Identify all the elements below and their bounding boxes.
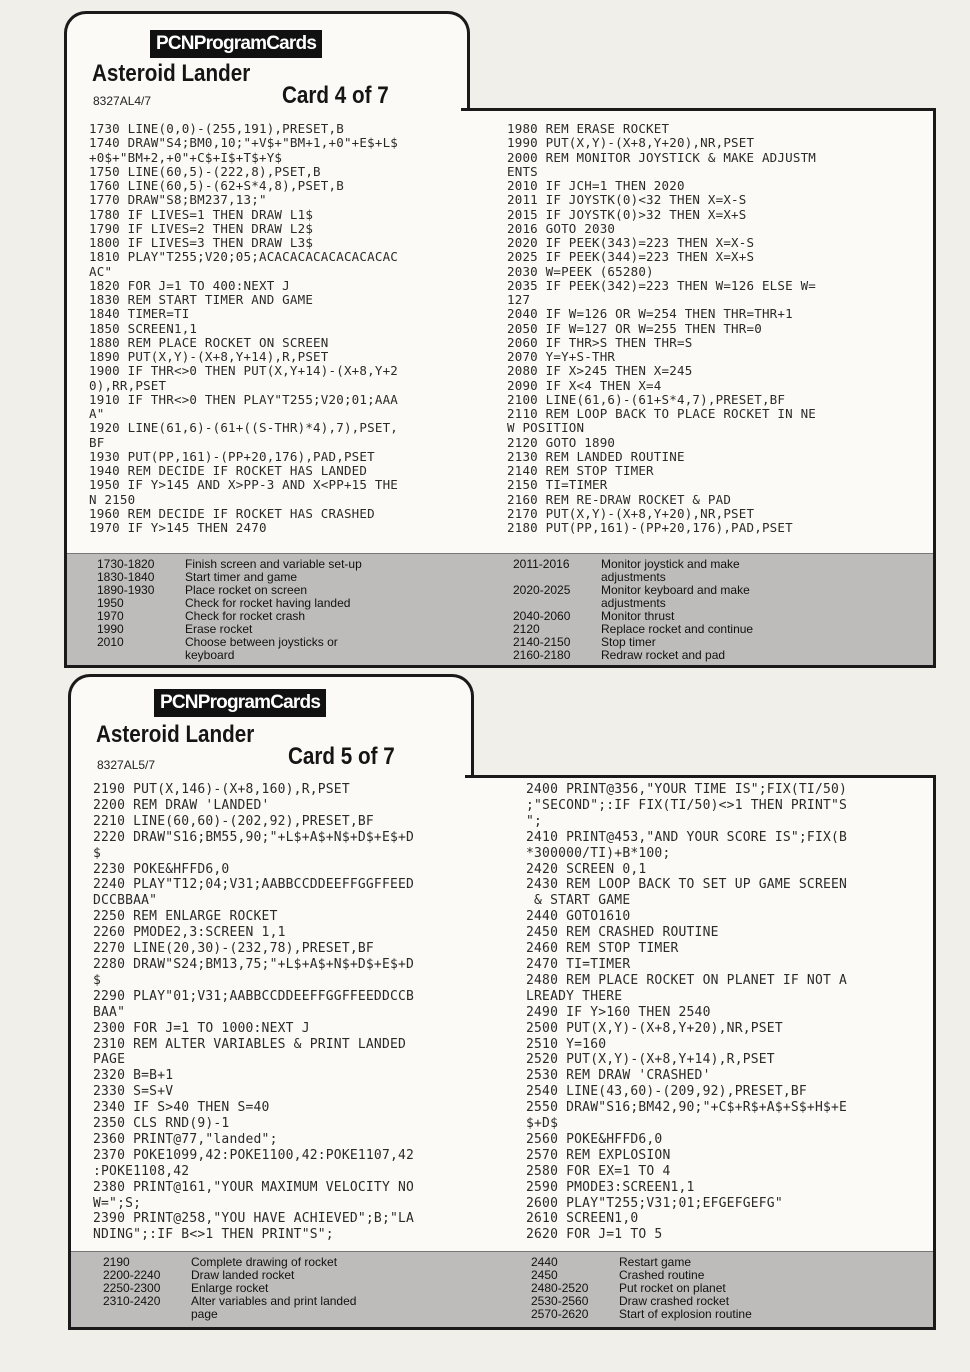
legend-description: Complete drawing of rocket (191, 1255, 338, 1269)
code-line: 2170 PUT(X,Y)-(X+8,Y+20),NR,PSET (507, 505, 755, 521)
code-line: 2510 Y=160 (526, 1036, 607, 1052)
code-line: 2016 GOTO 2030 (507, 220, 616, 236)
code-line: 2430 REM LOOP BACK TO SET UP GAME SCREEN (526, 877, 848, 893)
code-line: 2140 REM STOP TIMER (507, 463, 654, 478)
legend-description: Monitor keyboard and make (601, 583, 750, 597)
code-line: 2400 PRINT@356,"YOUR TIME IS";FIX(TI/50) (526, 782, 848, 797)
legend-description: Draw crashed rocket (619, 1294, 730, 1308)
code-line: 1840 TIMER=TI (89, 306, 190, 322)
code-line: 1800 IF LIVES=3 THEN DRAW L3$ (89, 235, 314, 250)
code-line: 2220 DRAW"S16;BM55,90;"+L$+A$+N$+D$+E$+D (93, 829, 415, 845)
legend-row (97, 649, 362, 662)
legend-row (103, 1295, 356, 1308)
code-line: 2550 DRAW"S16;BM42,90;"+C$+R$+A$+S$+H$+E (526, 1100, 848, 1116)
code-line: LREADY THERE (526, 988, 623, 1004)
card-4-code-right (507, 122, 816, 535)
legend-line-range: 2160-2180 (513, 648, 571, 662)
code-line: 2410 PRINT@453,"AND YOUR SCORE IS";FIX(B (526, 829, 848, 845)
code-line: 1880 REM PLACE ROCKET ON SCREEN (89, 334, 329, 350)
code-line: 2180 PUT(PP,161)-(PP+20,176),PAD,PSET (507, 520, 793, 535)
code-line: 2150 TI=TIMER (507, 477, 608, 493)
code-line: 2450 REM CRASHED ROUTINE (526, 925, 719, 941)
code-line: 1730 LINE(0,0)-(255,191),PRESET,B (89, 121, 344, 136)
code-line: 2120 GOTO 1890 (507, 434, 616, 450)
code-line: 2080 IF X>245 THEN X=245 (507, 363, 693, 379)
code-line: 1780 IF LIVES=1 THEN DRAW L1$ (89, 206, 314, 222)
legend-line-range: 1970 (97, 609, 124, 623)
code-line: N 2150 (89, 491, 136, 507)
card-5-code-right (526, 782, 847, 1243)
legend-line-range: 1950 (97, 596, 124, 610)
legend-description: Enlarge rocket (191, 1281, 269, 1295)
card-4-program-title: Asteroid Lander (92, 60, 251, 87)
code-line: 2310 REM ALTER VARIABLES & PRINT LANDED (93, 1036, 407, 1052)
legend-line-range: 2450 (531, 1268, 558, 1282)
code-line: 2540 LINE(43,60)-(209,92),PRESET,BF (526, 1084, 807, 1100)
code-line: 2020 IF PEEK(343)=223 THEN X=X-S (507, 235, 755, 250)
code-line: 0),RR,PSET (89, 377, 167, 393)
legend-row (531, 1308, 752, 1321)
legend-description: Crashed routine (619, 1268, 705, 1282)
code-line: 1940 REM DECIDE IF ROCKET HAS LANDED (89, 463, 368, 478)
code-line: 2560 POKE&HFFD6,0 (526, 1131, 663, 1147)
code-line: 2230 POKE&HFFD6,0 (93, 861, 230, 877)
code-line: 2100 LINE(61,6)-(61+S*4,7),PRESET,BF (507, 391, 786, 407)
code-line: 2015 IF JOYSTK(0)>32 THEN X=X+S (507, 206, 747, 222)
legend-description: Stop timer (601, 635, 656, 649)
legend-row (103, 1308, 356, 1321)
code-line: 2580 FOR EX=1 TO 4 (526, 1163, 671, 1179)
code-line: 2620 FOR J=1 TO 5 (526, 1227, 663, 1243)
legend-description: Put rocket on planet (619, 1281, 726, 1295)
code-line: 2060 IF THR>S THEN THR=S (507, 334, 693, 350)
legend-line-range: 1990 (97, 622, 124, 636)
code-line: 1750 LINE(60,5)-(222,8),PSET,B (89, 163, 321, 179)
code-line: ;"SECOND";:IF FIX(TI/50)<>1 THEN PRINT"S (526, 797, 848, 813)
legend-description: keyboard (185, 648, 235, 662)
legend-line-range: 2140-2150 (513, 635, 571, 649)
code-line: 2260 PMODE2,3:SCREEN 1,1 (93, 925, 286, 941)
card-5-brand-logo: PCNProgramCards (154, 689, 326, 717)
legend-line-range: 2530-2560 (531, 1294, 589, 1308)
code-line: 2025 IF PEEK(344)=223 THEN X=X+S (507, 249, 755, 265)
legend-description: Redraw rocket and pad (601, 648, 726, 662)
code-line: 2600 PLAY"T255;V31;01;EFGEFGEFG" (526, 1195, 783, 1211)
code-line: 2380 PRINT@161,"YOUR MAXIMUM VELOCITY NO (93, 1179, 415, 1195)
code-line: 2280 DRAW"S24;BM13,75;"+L$+A$+N$+D$+E$+D (93, 956, 415, 972)
legend-description: adjustments (601, 596, 666, 610)
code-line: 1760 LINE(60,5)-(62+S*4,8),PSET,B (89, 178, 344, 193)
code-line: 2370 POKE1099,42:POKE1100,42:POKE1107,42 (93, 1147, 415, 1163)
code-line: ENTS (507, 163, 538, 179)
code-line: 1920 LINE(61,6)-(61+((S-THR)*4),7),PSET, (89, 420, 399, 436)
code-line: 1960 REM DECIDE IF ROCKET HAS CRASHED (89, 505, 375, 521)
code-line: A" (89, 406, 105, 421)
legend-description: Finish screen and variable set-up (185, 557, 362, 571)
card-4-legend-left (97, 558, 362, 662)
code-line: 1890 PUT(X,Y)-(X+8,Y+14),R,PSET (89, 349, 329, 364)
code-line: 2500 PUT(X,Y)-(X+8,Y+20),NR,PSET (526, 1020, 783, 1036)
code-line: 2340 IF S>40 THEN S=40 (93, 1100, 270, 1116)
code-line: 2110 REM LOOP BACK TO PLACE ROCKET IN NE (507, 406, 817, 421)
card-5-legend-right (531, 1256, 752, 1321)
legend-line-range (103, 1308, 191, 1321)
card-4-brand-logo: PCNProgramCards (150, 30, 322, 58)
legend-description: Erase rocket (185, 622, 253, 636)
legend-line-range: 2440 (531, 1255, 558, 1269)
legend-row (513, 649, 753, 662)
code-line: 2570 REM EXPLOSION (526, 1147, 671, 1163)
code-line: DCCBBAA" (93, 893, 158, 909)
code-line: 2011 IF JOYSTK(0)<32 THEN X=X-S (507, 192, 747, 208)
card-5-number: Card 5 of 7 (288, 743, 395, 770)
card-4-legend-right (513, 558, 753, 662)
legend-description: Monitor joystick and make (601, 557, 740, 571)
card-4-code-left (89, 122, 398, 535)
card-5-body (68, 775, 936, 1330)
code-line: :POKE1108,42 (93, 1163, 190, 1179)
code-line: 2520 PUT(X,Y)-(X+8,Y+14),R,PSET (526, 1052, 775, 1068)
code-line: 2200 REM DRAW 'LANDED' (93, 797, 270, 813)
legend-description: page (191, 1307, 218, 1321)
legend-description: Check for rocket having landed (185, 596, 351, 610)
code-line: 2360 PRINT@77,"landed"; (93, 1131, 278, 1147)
code-line: BAA" (93, 1004, 126, 1020)
legend-line-range: 1890-1930 (97, 583, 155, 597)
code-line: 2010 IF JCH=1 THEN 2020 (507, 178, 685, 193)
code-line: 2350 CLS RND(9)-1 (93, 1116, 230, 1132)
code-line: 1830 REM START TIMER AND GAME (89, 292, 314, 307)
code-line: 2190 PUT(X,146)-(X+8,160),R,PSET (93, 782, 350, 797)
code-line: 1770 DRAW"S8;BM237,13;" (89, 192, 267, 208)
code-line: 2210 LINE(60,60)-(202,92),PRESET,BF (93, 813, 374, 829)
code-line: W POSITION (507, 420, 585, 436)
code-line: 2330 S=S+V (93, 1084, 174, 1100)
code-line: "; (526, 813, 543, 829)
code-line: 2480 REM PLACE ROCKET ON PLANET IF NOT A (526, 972, 848, 988)
code-line: 2030 W=PEEK (65280) (507, 263, 654, 279)
card-5-code-id: 8327AL5/7 (97, 758, 156, 772)
legend-description: Choose between joysticks or (185, 635, 338, 649)
code-line: 1990 PUT(X,Y)-(X+8,Y+20),NR,PSET (507, 135, 755, 151)
code-line: 1810 PLAY"T255;V20;05;ACACACACACACACACAC (89, 249, 399, 265)
legend-description: Restart game (619, 1255, 692, 1269)
code-line: 2530 REM DRAW 'CRASHED' (526, 1068, 711, 1084)
card-5-legend-left (103, 1256, 356, 1321)
code-line: 1930 PUT(PP,161)-(PP+20,176),PAD,PSET (89, 448, 375, 464)
code-line: AC" (89, 263, 113, 279)
code-line: $+D$ (526, 1116, 559, 1132)
code-line: *300000/TI)+B*100; (526, 845, 671, 861)
code-line: 2590 PMODE3:SCREEN1,1 (526, 1179, 695, 1195)
card-5-code-left (93, 782, 414, 1243)
card-4-body (64, 108, 936, 668)
legend-description: Check for rocket crash (185, 609, 306, 623)
code-line: 1850 SCREEN1,1 (89, 320, 198, 336)
code-line: $ (93, 972, 102, 988)
code-line: 2270 LINE(20,30)-(232,78),PRESET,BF (93, 941, 374, 957)
code-line: 2250 REM ENLARGE ROCKET (93, 909, 278, 925)
legend-line-range: 2120 (513, 622, 540, 636)
legend-description: Replace rocket and continue (601, 622, 754, 636)
code-line: 2290 PLAY"01;V31;AABBCCDDEEFFGGFFEEDDCCB (93, 988, 415, 1004)
code-line: 2090 IF X<4 THEN X=4 (507, 377, 662, 393)
card-5-legend (71, 1251, 933, 1327)
code-line: BF (89, 434, 105, 450)
legend-line-range: 2200-2240 (103, 1268, 161, 1282)
code-line: 1740 DRAW"S4;BM0,10;"+V$+"BM+1,+0"+E$+L$ (89, 135, 399, 151)
legend-line-range: 1830-1840 (97, 570, 155, 584)
card-4-number: Card 4 of 7 (282, 82, 389, 109)
legend-description: Start of explosion routine (619, 1307, 752, 1321)
code-line: 2320 B=B+1 (93, 1068, 174, 1084)
legend-description: Monitor thrust (601, 609, 675, 623)
legend-line-range (97, 649, 185, 662)
legend-line-range: 2040-2060 (513, 609, 571, 623)
code-line: 2390 PRINT@258,"YOU HAVE ACHIEVED";B;"LA (93, 1211, 415, 1227)
code-line: $ (93, 845, 102, 861)
legend-line-range: 2010 (97, 635, 124, 649)
code-line: +0$+"BM+2,+0"+C$+I$+T$+Y$ (89, 149, 283, 165)
code-line: 2490 IF Y>160 THEN 2540 (526, 1004, 711, 1020)
code-line: 2470 TI=TIMER (526, 956, 631, 972)
legend-description: Start timer and game (185, 570, 298, 584)
legend-line-range: 2020-2025 (513, 583, 571, 597)
code-line: NDING";:IF B<>1 THEN PRINT"S"; (93, 1227, 334, 1243)
legend-line-range: 2480-2520 (531, 1281, 589, 1295)
code-line: 2000 REM MONITOR JOYSTICK & MAKE ADJUSTM (507, 149, 817, 165)
code-line: 1820 FOR J=1 TO 400:NEXT J (89, 277, 290, 293)
legend-line-range: 2570-2620 (531, 1307, 589, 1321)
card-5-program-title: Asteroid Lander (96, 721, 255, 748)
code-line: 2240 PLAY"T12;04;V31;AABBCCDDEEFFGGFFEED (93, 877, 415, 893)
legend-description: Draw landed rocket (191, 1268, 295, 1282)
code-line: & START GAME (526, 893, 631, 909)
legend-description: adjustments (601, 570, 666, 584)
code-line: 2610 SCREEN1,0 (526, 1211, 639, 1227)
card-4-legend (67, 553, 933, 665)
legend-description: Alter variables and print landed (191, 1294, 357, 1308)
code-line: 2160 REM RE-DRAW ROCKET & PAD (507, 491, 732, 507)
code-line: 1900 IF THR<>0 THEN PUT(X,Y+14)-(X+8,Y+2 (89, 363, 399, 379)
code-line: 2130 REM LANDED ROUTINE (507, 448, 685, 464)
legend-line-range: 2011-2016 (513, 557, 570, 571)
code-line: 2050 IF W=127 OR W=255 THEN THR=0 (507, 320, 762, 336)
code-line: 2040 IF W=126 OR W=254 THEN THR=THR+1 (507, 306, 793, 322)
code-line: 2035 IF PEEK(342)=223 THEN W=126 ELSE W= (507, 277, 817, 293)
code-line: 1910 IF THR<>0 THEN PLAY"T255;V20;01;AAA (89, 391, 399, 407)
code-line: 2460 REM STOP TIMER (526, 941, 679, 957)
code-line: PAGE (93, 1052, 126, 1068)
code-line: 1970 IF Y>145 THEN 2470 (89, 520, 267, 535)
legend-description: Place rocket on screen (185, 583, 308, 597)
legend-line-range: 2190 (103, 1255, 130, 1269)
code-line: 1790 IF LIVES=2 THEN DRAW L2$ (89, 220, 314, 236)
code-line: 2440 GOTO1610 (526, 909, 631, 925)
code-line: 127 (507, 292, 531, 307)
code-line: 2300 FOR J=1 TO 1000:NEXT J (93, 1020, 310, 1036)
card-4-code-id: 8327AL4/7 (93, 94, 152, 108)
code-line: 1980 REM ERASE ROCKET (507, 121, 670, 136)
code-line: 1950 IF Y>145 AND X>PP-3 AND X<PP+15 THE (89, 477, 399, 493)
code-line: 2070 Y=Y+S-THR (507, 349, 616, 364)
legend-line-range: 2250-2300 (103, 1281, 161, 1295)
code-line: 2420 SCREEN 0,1 (526, 861, 647, 877)
code-line: W=";S; (93, 1195, 142, 1211)
legend-line-range: 1730-1820 (97, 557, 155, 571)
legend-line-range: 2310-2420 (103, 1294, 161, 1308)
